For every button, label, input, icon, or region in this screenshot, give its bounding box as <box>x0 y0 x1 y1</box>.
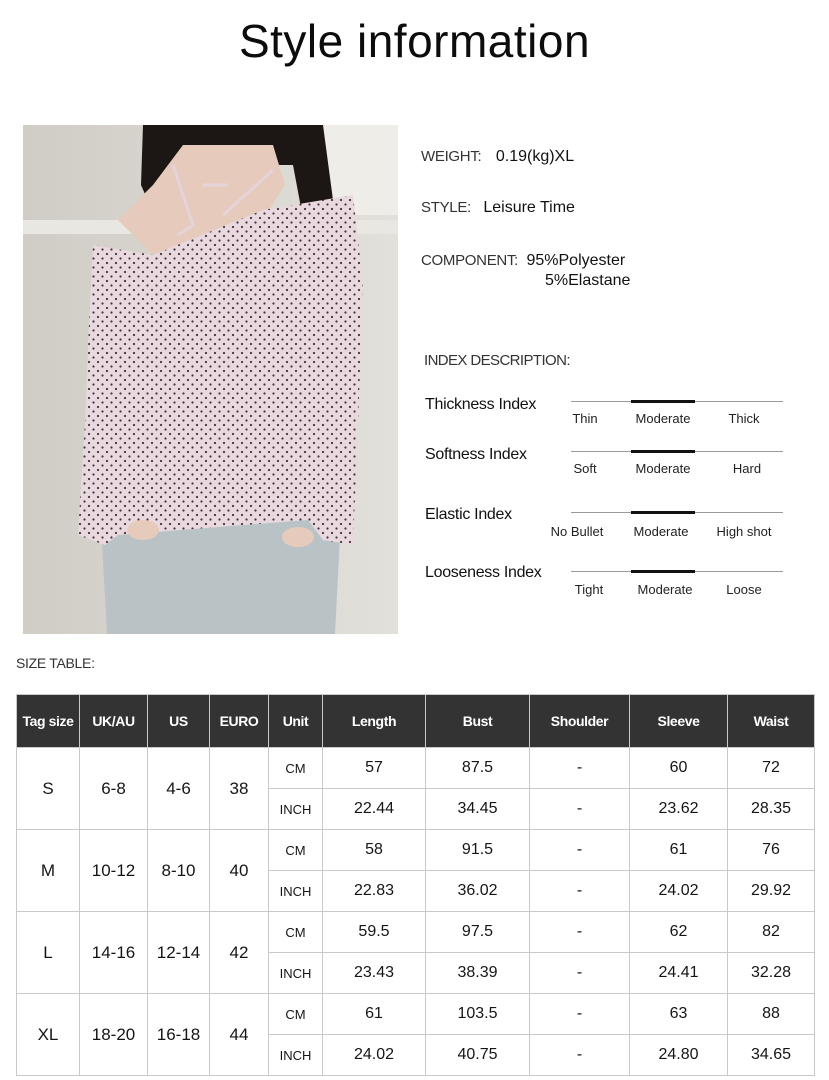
table-row <box>17 994 815 1035</box>
cell-us: 4-6 <box>148 748 210 830</box>
table-row <box>17 830 815 871</box>
cell-sleeve: 63 <box>630 994 728 1035</box>
cell-euro: 42 <box>210 912 269 994</box>
header-us: US <box>148 695 210 748</box>
header-bust: Bust <box>426 695 530 748</box>
table-row <box>17 912 815 953</box>
header-unit: Unit <box>269 695 323 748</box>
cell-tag-size: M <box>17 830 80 912</box>
cell-length: 61 <box>323 994 426 1035</box>
index-option-selected: Moderate <box>633 524 689 539</box>
weight-label: WEIGHT: <box>421 148 482 165</box>
cell-bust: 97.5 <box>426 912 530 953</box>
cell-bust: 91.5 <box>426 830 530 871</box>
index-name: Elastic Index <box>425 506 512 523</box>
header-waist: Waist <box>728 695 815 748</box>
index-name: Looseness Index <box>425 564 542 581</box>
header-uk-au: UK/AU <box>80 695 148 748</box>
cell-length: 22.83 <box>323 871 426 912</box>
cell-waist: 32.28 <box>728 953 815 994</box>
index-option: Soft <box>573 461 597 476</box>
cell-unit: CM <box>269 830 323 871</box>
cell-shoulder: - <box>530 830 630 871</box>
cell-uk-au: 14-16 <box>80 912 148 994</box>
header-sleeve: Sleeve <box>630 695 728 748</box>
softness-index <box>425 446 795 486</box>
header-shoulder: Shoulder <box>530 695 630 748</box>
cell-bust: 36.02 <box>426 871 530 912</box>
cell-length: 57 <box>323 748 426 789</box>
cell-euro: 38 <box>210 748 269 830</box>
cell-bust: 87.5 <box>426 748 530 789</box>
index-option: High shot <box>716 524 772 539</box>
cell-sleeve: 24.41 <box>630 953 728 994</box>
cell-unit: INCH <box>269 1035 323 1076</box>
cell-us: 8-10 <box>148 830 210 912</box>
cell-waist: 72 <box>728 748 815 789</box>
model-wearing-top-image <box>23 125 398 634</box>
thickness-index <box>425 396 795 436</box>
weight-row <box>421 148 574 166</box>
cell-us: 12-14 <box>148 912 210 994</box>
cell-sleeve: 61 <box>630 830 728 871</box>
style-row <box>421 199 575 217</box>
cell-sleeve: 62 <box>630 912 728 953</box>
size-table <box>16 694 815 1076</box>
index-option: Hard <box>732 461 762 476</box>
index-option: Thick <box>728 411 760 426</box>
cell-shoulder: - <box>530 789 630 830</box>
cell-uk-au: 18-20 <box>80 994 148 1076</box>
cell-bust: 103.5 <box>426 994 530 1035</box>
cell-shoulder: - <box>530 748 630 789</box>
cell-bust: 40.75 <box>426 1035 530 1076</box>
index-option-selected: Moderate <box>635 411 691 426</box>
component-label: COMPONENT: <box>421 252 519 269</box>
index-option: Loose <box>726 582 762 597</box>
cell-tag-size: XL <box>17 994 80 1076</box>
index-selected-marker <box>631 570 695 573</box>
cell-tag-size: S <box>17 748 80 830</box>
cell-waist: 88 <box>728 994 815 1035</box>
cell-shoulder: - <box>530 994 630 1035</box>
index-option: Tight <box>574 582 604 597</box>
cell-unit: CM <box>269 994 323 1035</box>
component-value-2: 5%Elastane <box>545 272 631 289</box>
index-option: Thin <box>572 411 598 426</box>
index-selected-marker <box>631 400 695 403</box>
cell-waist: 82 <box>728 912 815 953</box>
index-option: No Bullet <box>550 524 604 539</box>
cell-sleeve: 60 <box>630 748 728 789</box>
cell-length: 58 <box>323 830 426 871</box>
cell-euro: 40 <box>210 830 269 912</box>
cell-waist: 29.92 <box>728 871 815 912</box>
cell-waist: 34.65 <box>728 1035 815 1076</box>
cell-unit: INCH <box>269 789 323 830</box>
cell-length: 24.02 <box>323 1035 426 1076</box>
cell-bust: 38.39 <box>426 953 530 994</box>
index-selected-marker <box>631 511 695 514</box>
index-name: Thickness Index <box>425 396 537 413</box>
cell-unit: INCH <box>269 871 323 912</box>
component-value-1: 95%Polyester <box>526 252 626 269</box>
looseness-index <box>425 564 795 604</box>
cell-sleeve: 24.02 <box>630 871 728 912</box>
cell-waist: 28.35 <box>728 789 815 830</box>
header-length: Length <box>323 695 426 748</box>
size-table-header-row <box>17 695 815 748</box>
cell-uk-au: 10-12 <box>80 830 148 912</box>
cell-shoulder: - <box>530 953 630 994</box>
size-table-title: SIZE TABLE: <box>16 655 95 671</box>
cell-shoulder: - <box>530 1035 630 1076</box>
component-row <box>421 251 630 291</box>
cell-uk-au: 6-8 <box>80 748 148 830</box>
cell-unit: CM <box>269 912 323 953</box>
cell-shoulder: - <box>530 912 630 953</box>
cell-bust: 34.45 <box>426 789 530 830</box>
cell-length: 23.43 <box>323 953 426 994</box>
index-selected-marker <box>631 450 695 453</box>
style-value: Leisure Time <box>483 199 575 216</box>
cell-shoulder: - <box>530 871 630 912</box>
header-tag-size: Tag size <box>17 695 80 748</box>
index-name: Softness Index <box>425 446 527 463</box>
cell-sleeve: 24.80 <box>630 1035 728 1076</box>
cell-waist: 76 <box>728 830 815 871</box>
cell-length: 59.5 <box>323 912 426 953</box>
page-title: Style information <box>238 15 591 67</box>
table-row <box>17 748 815 789</box>
cell-us: 16-18 <box>148 994 210 1076</box>
weight-value: 0.19(kg)XL <box>495 148 575 165</box>
elastic-index <box>425 506 795 546</box>
index-option-selected: Moderate <box>635 461 691 476</box>
cell-length: 22.44 <box>323 789 426 830</box>
product-photo <box>23 125 398 634</box>
index-option-selected: Moderate <box>637 582 693 597</box>
index-description-title: INDEX DESCRIPTION: <box>424 352 570 369</box>
style-label: STYLE: <box>421 199 471 216</box>
cell-tag-size: L <box>17 912 80 994</box>
cell-unit: CM <box>269 748 323 789</box>
header-euro: EURO <box>210 695 269 748</box>
cell-unit: INCH <box>269 953 323 994</box>
cell-euro: 44 <box>210 994 269 1076</box>
cell-sleeve: 23.62 <box>630 789 728 830</box>
